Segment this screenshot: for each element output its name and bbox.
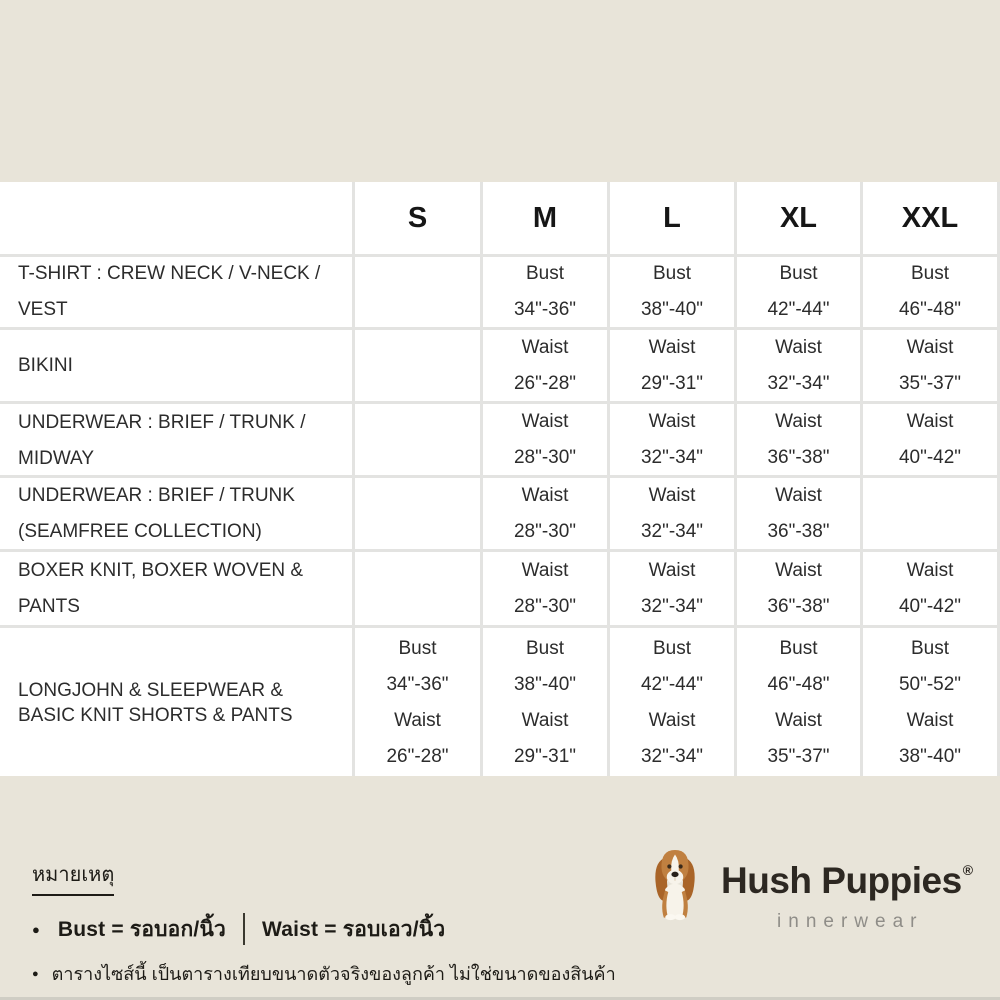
table-row [0, 404, 1000, 478]
size-cell: Waist 26"-28" [483, 330, 610, 401]
size-cell: Waist 32"-34" [610, 552, 737, 625]
registered-mark-icon: ® [962, 862, 973, 878]
legend-waist: Waist = รอบเอว/นิ้ว [262, 917, 446, 941]
size-cell: Waist 40"-42" [863, 404, 1000, 475]
size-cell [863, 478, 1000, 549]
row-label: BOXER KNIT, BOXER WOVEN & PANTS [0, 552, 355, 625]
row-label: UNDERWEAR : BRIEF / TRUNK (SEAMFREE COLLECTION) [0, 478, 355, 549]
brand-logo [645, 834, 973, 933]
size-cell: Waist 32"-34" [610, 478, 737, 549]
size-cell: Waist 32"-34" [737, 330, 863, 401]
header-empty-cell [0, 182, 355, 254]
size-cell: Bust 42"-44" [737, 257, 863, 327]
notes-title: หมายเหตุ [32, 858, 114, 896]
table-header-row [0, 182, 1000, 257]
size-cell [355, 257, 483, 327]
size-cell: Waist 28"-30" [483, 404, 610, 475]
size-cell [355, 404, 483, 475]
size-table-body [0, 257, 1000, 777]
table-row [0, 552, 1000, 628]
size-cell: Waist 35"-37" [863, 330, 1000, 401]
brand-subtitle: innerwear [777, 911, 924, 932]
size-cell [355, 478, 483, 549]
size-cell: Bust 42"-44" Waist 32"-34" [610, 628, 737, 777]
header-size-m: M [483, 182, 610, 254]
brand-text-block [721, 860, 973, 933]
size-cell: Waist 28"-30" [483, 478, 610, 549]
size-cell: Waist 36"-38" [737, 552, 863, 625]
size-cell: Bust 38"-40" Waist 29"-31" [483, 628, 610, 777]
size-table [0, 182, 1000, 776]
header-size-l: L [610, 182, 737, 254]
size-cell [355, 552, 483, 625]
basset-hound-mascot-icon [645, 834, 705, 932]
header-size-xl: XL [737, 182, 863, 254]
row-label: T-SHIRT : CREW NECK / V-NECK / VEST [0, 257, 355, 327]
header-size-s: S [355, 182, 483, 254]
size-cell: Waist 29"-31" [610, 330, 737, 401]
size-cell: Bust 50"-52" Waist 38"-40" [863, 628, 1000, 777]
bullet-icon: ● [32, 967, 39, 980]
disclaimer-row [32, 959, 616, 988]
size-cell [355, 330, 483, 401]
row-label: BIKINI [0, 330, 355, 401]
top-band [0, 0, 1000, 184]
size-cell: Waist 40"-42" [863, 552, 1000, 625]
legend-bust: Bust = รอบอก/นิ้ว [57, 917, 226, 941]
table-row [0, 330, 1000, 404]
size-cell: Waist 32"-34" [610, 404, 737, 475]
bullet-icon: ● [32, 921, 40, 937]
size-cell: Bust 46"-48" Waist 35"-37" [737, 628, 863, 777]
legend-divider [243, 913, 245, 945]
size-cell: Bust 38"-40" [610, 257, 737, 327]
header-size-xxl: XXL [863, 182, 1000, 254]
disclaimer-text: ตารางไซส์นี้ เป็นตารางเทียบขนาดตัวจริงของลูกค้า ไม่ใช่ขนาดของสินค้า [51, 964, 616, 984]
notes-section [32, 858, 616, 988]
table-row [0, 628, 1000, 777]
bottom-band [0, 776, 1000, 1000]
table-row [0, 257, 1000, 330]
row-label: LONGJOHN & SLEEPWEAR & BASIC KNIT SHORTS & PANTS [0, 628, 355, 777]
table-row [0, 478, 1000, 552]
size-cell: Bust 34"-36" [483, 257, 610, 327]
size-cell: Bust 34"-36" Waist 26"-28" [355, 628, 483, 777]
size-cell: Waist 28"-30" [483, 552, 610, 625]
size-cell: Waist 36"-38" [737, 404, 863, 475]
size-cell: Waist 36"-38" [737, 478, 863, 549]
size-cell: Bust 46"-48" [863, 257, 1000, 327]
row-label: UNDERWEAR : BRIEF / TRUNK / MIDWAY [0, 404, 355, 475]
legend-row [32, 913, 616, 945]
brand-name-text: Hush Puppies [721, 860, 962, 901]
brand-name [721, 860, 973, 902]
